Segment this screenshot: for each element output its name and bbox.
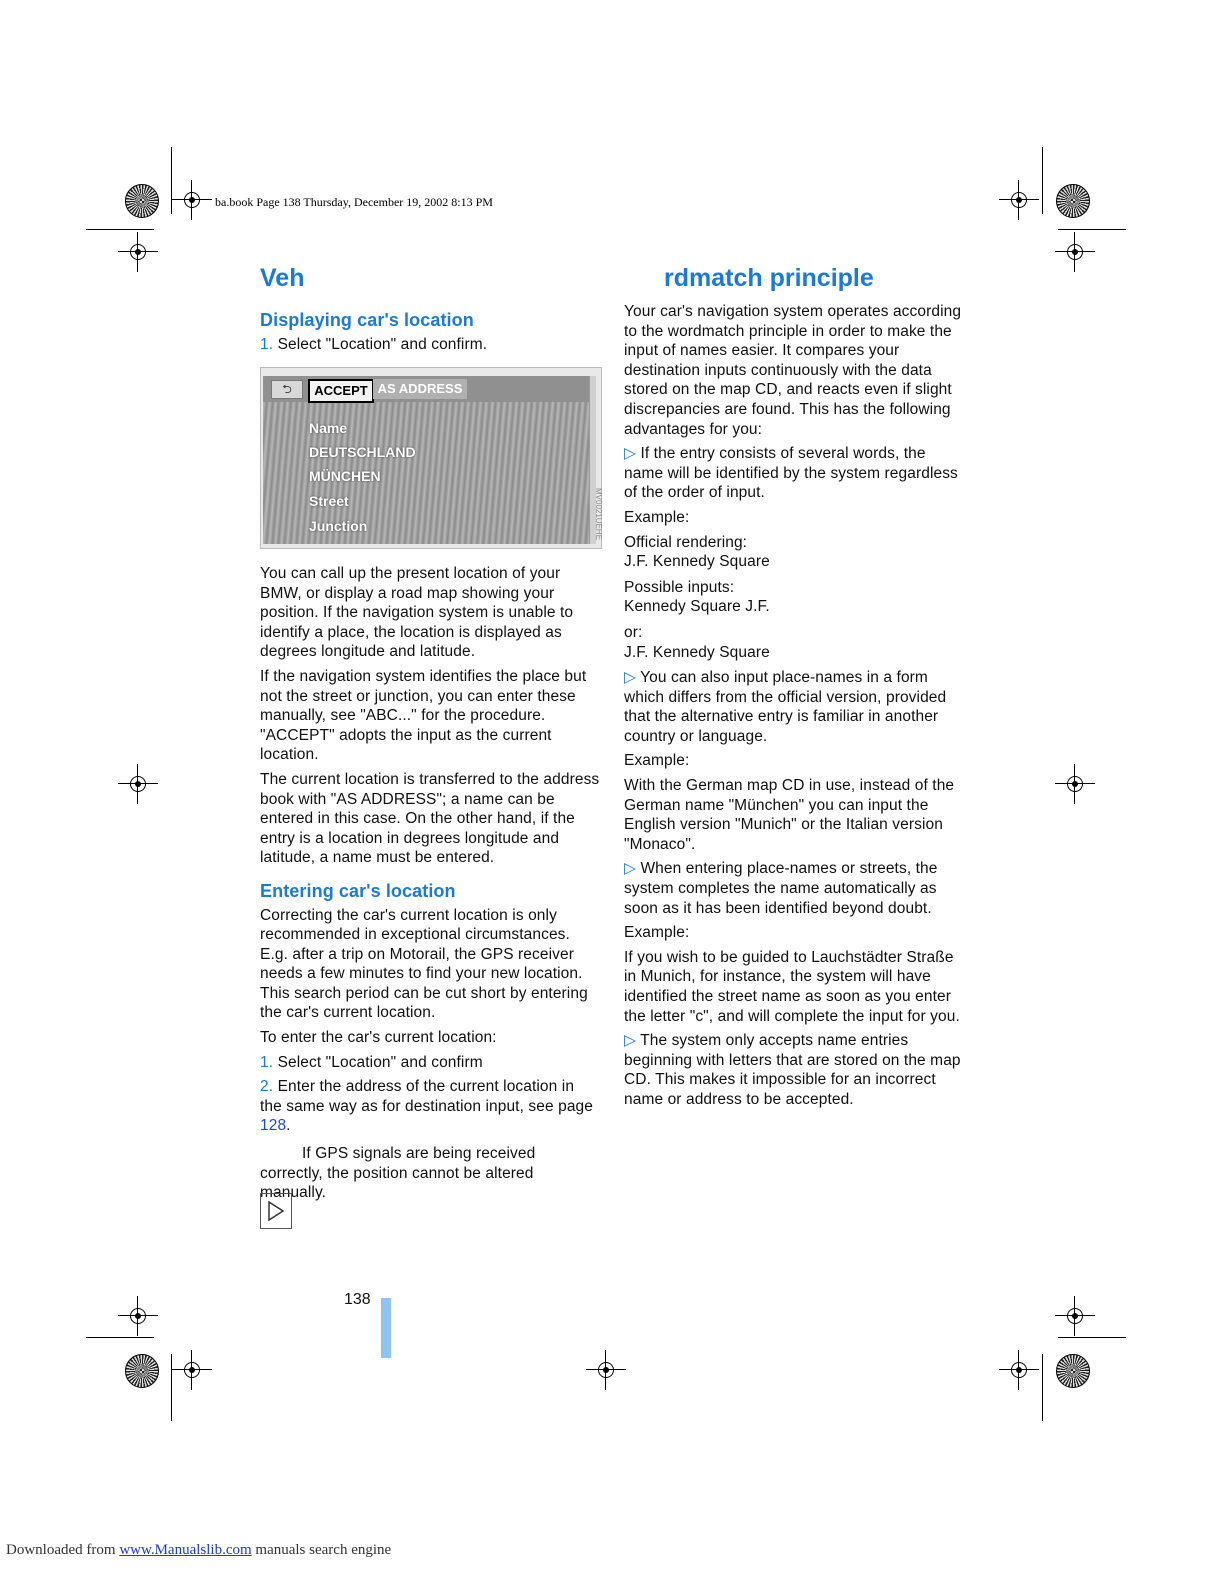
bullet: ▷ You can also input place-names in a form which differs from the official version, provided that the alternative entry is familiar in another country or language.	[624, 669, 947, 745]
page-title-left: Veh	[260, 264, 305, 292]
crosshair-icon	[1063, 240, 1087, 264]
page-number: 138	[344, 1291, 371, 1308]
crop-mark	[1042, 147, 1043, 214]
crop-mark	[1058, 1337, 1126, 1338]
registration-star-icon	[125, 1354, 159, 1388]
left-column-body	[260, 564, 600, 1208]
example-block: Official rendering: J.F. Kennedy Square	[624, 533, 770, 571]
example-block: Possible inputs: Kennedy Square J.F.	[624, 578, 770, 616]
print-header: ba.book Page 138 Thursday, December 19, 2002 8:13 PM	[215, 195, 493, 209]
crosshair-icon	[180, 1358, 204, 1382]
left-column-top	[260, 311, 600, 359]
page-title-right: rdmatch principle	[664, 264, 874, 292]
paragraph: Example:	[624, 508, 690, 526]
crosshair-icon	[126, 240, 150, 264]
step-number: 2.	[260, 1078, 274, 1096]
step-number: 1.	[260, 1053, 274, 1071]
step-text: Enter the address of the current location in the same way as for destination input, see page	[260, 1078, 593, 1115]
crosshair-icon	[1063, 772, 1087, 796]
page-link[interactable]: 128	[260, 1117, 287, 1135]
registration-star-icon	[125, 184, 159, 218]
back-arrow-icon: ⮌	[271, 380, 303, 399]
screen-item-street: Street	[309, 493, 349, 509]
paragraph: Example:	[624, 752, 690, 770]
crosshair-icon	[1007, 1358, 1031, 1382]
bullet: ▷ When entering place-names or streets, the system completes the name automatically as soon as it has been identified beyond doubt.	[624, 860, 938, 917]
image-code: MV0021UEHE	[594, 488, 603, 541]
crosshair-icon	[180, 188, 204, 212]
paragraph: With the German map CD in use, instead of the German name "München" you can input the English version "Munich" or the Italian version "Monaco".	[624, 777, 955, 853]
note-icon	[260, 1193, 292, 1229]
bullet: ▷ The system only accepts name entries beginning with letters that are stored on the map CD. This makes it impossible for an incorrect name or address to be accepted.	[624, 1032, 961, 1108]
screen-item-city: MÜNCHEN	[309, 468, 381, 484]
screen-item-country: DEUTSCHLAND	[309, 444, 416, 460]
section-heading-display: Displaying car's location	[260, 310, 474, 330]
step-text: Select "Location" and confirm	[277, 1053, 483, 1071]
download-footer: Downloaded from www.Manualslib.com manuals search engine	[6, 1542, 392, 1558]
step-1	[260, 335, 600, 355]
paragraph: If the navigation system identifies the place but not the street or junction, you can enter these manually, see "ABC..." for the procedure. "ACCEPT" adopts the input as the current location.	[260, 667, 587, 764]
paragraph: If you wish to be guided to Lauchstädter Straße in Munich, for instance, the system will have identified the street name as soon as you enter the letter "c", and will complete the input for you.	[624, 948, 960, 1025]
paragraph: Example:	[624, 924, 690, 942]
registration-star-icon	[1056, 1354, 1090, 1388]
paragraph: Correcting the car's current location is only recommended in exceptional circumstances. E.g. after a trip on Motorail, the GPS receiver needs a few minutes to find your new location. This search period can be cut short by entering the car's current location.	[260, 906, 588, 1022]
section-heading-enter: Entering car's location	[260, 880, 456, 901]
right-column	[624, 302, 964, 1115]
paragraph: To enter the car's current location:	[260, 1029, 497, 1047]
triangle-bullet-icon: ▷	[624, 860, 637, 878]
crosshair-icon	[1007, 188, 1031, 212]
crop-mark	[86, 1337, 154, 1338]
navigation-screen-image	[260, 367, 602, 549]
crop-mark	[1058, 229, 1126, 230]
step-number: 1.	[260, 335, 274, 353]
screen-menu-bar	[263, 376, 593, 402]
accept-menu-item: ACCEPT	[308, 379, 374, 403]
crop-mark	[171, 1354, 172, 1421]
note-text: If GPS signals are being received correctly, the position cannot be altered manually.	[260, 1145, 536, 1202]
crop-mark	[1042, 1354, 1043, 1421]
triangle-bullet-icon: ▷	[624, 445, 637, 463]
crosshair-icon	[126, 772, 150, 796]
crop-mark	[86, 229, 154, 230]
page-tab-marker	[381, 1298, 391, 1358]
example-block: or: J.F. Kennedy Square	[624, 623, 770, 661]
crosshair-icon	[1063, 1304, 1087, 1328]
step-2: 2. Enter the address of the current location in the same way as for destination input, see page 128.	[260, 1078, 593, 1135]
as-address-menu-item: AS ADDRESS	[373, 379, 467, 399]
paragraph: Your car's navigation system operates according to the wordmatch principle in order to make the input of names easier. It compares your destination inputs continuously with the data stored on the map CD, and reacts even if slight discrepancies are found. This has the following advantages for you:	[624, 303, 962, 438]
manualslib-link[interactable]: www.Manualslib.com	[119, 1542, 252, 1558]
step-1	[260, 1053, 600, 1073]
screen-item-name: Name	[309, 420, 348, 436]
crosshair-icon	[126, 1304, 150, 1328]
triangle-bullet-icon: ▷	[624, 1032, 637, 1050]
screen-item-junction: Junction	[309, 518, 368, 534]
step-text: Select "Location" and confirm.	[277, 335, 488, 353]
crosshair-icon	[594, 1358, 618, 1382]
paragraph: You can call up the present location of your BMW, or display a road map showing your position. If the navigation system is unable to identify a place, the location is displayed as degrees longitude and latitude.	[260, 565, 574, 661]
screen-background	[263, 376, 593, 544]
paragraph: The current location is transferred to the address book with "AS ADDRESS"; a name can be entered in this case. On the other hand, if the entry is a location in degrees longitude and latitude, a name must be entered.	[260, 770, 600, 867]
crop-mark	[171, 147, 172, 214]
triangle-bullet-icon: ▷	[624, 669, 637, 687]
registration-star-icon	[1056, 184, 1090, 218]
bullet: ▷ If the entry consists of several words, the name will be identified by the system regardless of the order of input.	[624, 445, 958, 502]
